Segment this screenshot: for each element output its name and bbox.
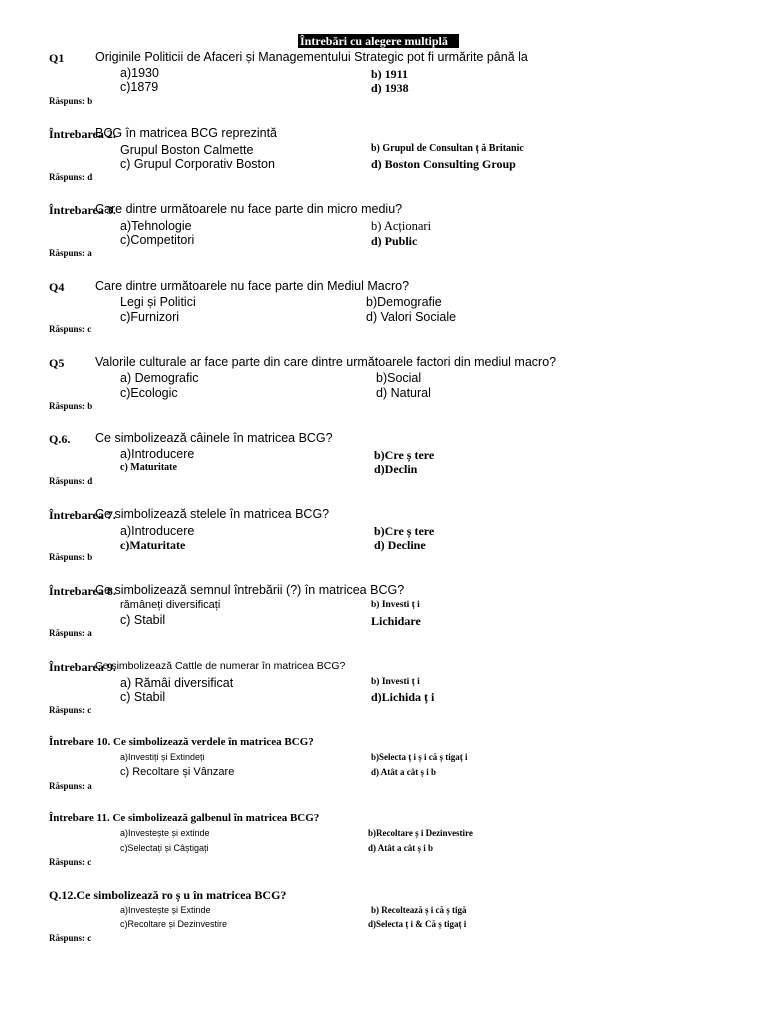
question-text: Ce simbolizează câinele în matricea BCG? (95, 431, 333, 445)
question-text: Ce simbolizează stelele în matricea BCG? (95, 507, 330, 521)
option-c: c)Maturitate (120, 538, 186, 552)
option-a: rămâneți diversificați (120, 599, 221, 611)
option-c: c) Stabil (120, 613, 166, 627)
option-c: c)1879 (120, 80, 159, 94)
option-a: a)Investiți și Extindeți (120, 752, 205, 762)
option-b: b) Investi ț i (371, 600, 420, 610)
question-label: Q.6. (49, 432, 71, 446)
option-b: b)Cre ș tere (374, 448, 435, 462)
question-label: Întrebarea 9. (49, 660, 116, 674)
answer: Răspuns: b (49, 552, 93, 562)
answer: Răspuns: a (49, 248, 92, 258)
option-c: c) Grupul Corporativ Boston (120, 157, 275, 171)
option-c: c) Stabil (120, 690, 166, 704)
answer: Răspuns: c (49, 857, 92, 867)
question-text: Care dintre următoarele nu face parte din Mediul Macro? (95, 279, 410, 293)
answer: Răspuns: a (49, 781, 92, 791)
option-a: a)1930 (120, 66, 159, 80)
option-a: Grupul Boston Calmette (120, 143, 254, 157)
option-c: c)Ecologic (120, 386, 178, 400)
option-d: d) Valori Sociale (366, 310, 457, 324)
option-d: d)Selecta ț i & Că ș tigaț i (368, 919, 467, 929)
question-label: Q.12.Ce simbolizează ro ș u în matricea BCG? (49, 888, 287, 902)
question-label: Întrebare 11. Ce simbolizează galbenul în matricea BCG? (49, 812, 320, 824)
option-b: b)Selecta ț i ș i că ș tigaț i (371, 752, 468, 762)
question-label: Q4 (49, 280, 65, 294)
option-a: a)Investește și extinde (120, 828, 210, 838)
option-d: d)Lichida ț i (371, 690, 435, 704)
option-d: d)Declin (374, 462, 418, 476)
option-d: d) Atât a cât ș i b (371, 767, 436, 777)
answer: Răspuns: b (49, 96, 93, 106)
question-text: BCG în matricea BCG reprezintă (95, 126, 278, 140)
option-a: a)Tehnologie (120, 219, 192, 233)
question-label: Întrebare 10. Ce simbolizează verdele în matricea BCG? (49, 736, 314, 748)
answer: Răspuns: c (49, 705, 92, 715)
option-c: c) Maturitate (120, 462, 177, 473)
option-d: Lichidare (371, 614, 421, 628)
option-b: b) Recoltează ș i că ș tigă (371, 905, 467, 915)
question-text: Originile Politicii de Afaceri și Managementului Strategic pot fi urmărite până la (95, 50, 528, 64)
option-a: a)Investește și Extinde (120, 905, 211, 915)
option-d: d) Boston Consulting Group (371, 157, 516, 171)
answer: Răspuns: c (49, 324, 92, 334)
option-d: d) Public (371, 234, 418, 248)
option-b: b)Recoltare ș i Dezinvestire (368, 828, 473, 838)
question-text: Care dintre următoarele nu face parte din micro mediu? (95, 202, 403, 216)
option-b: b)Social (376, 371, 422, 385)
option-b: b) Acționari (371, 219, 432, 233)
option-d: d) Atât a cât ș i b (368, 843, 433, 853)
option-c: c)Selectați și Câștigați (120, 843, 209, 853)
question-label: Întrebarea 2. (49, 127, 116, 141)
question-label: Întrebarea 8. (49, 584, 116, 598)
answer: Răspuns: d (49, 172, 93, 182)
option-c: c)Competitori (120, 233, 195, 247)
question-text: Valorile culturale ar face parte din care dintre următoarele factori din mediul macro? (95, 355, 557, 369)
option-b: b) Grupul de Consultan ț ă Britanic (371, 143, 524, 154)
option-a: a)Introducere (120, 447, 195, 461)
option-b: b)Cre ș tere (374, 524, 435, 538)
option-b: b) 1911 (371, 67, 409, 81)
answer: Răspuns: b (49, 401, 93, 411)
question-text: Ce simbolizează semnul întrebării (?) în matricea BCG? (95, 583, 405, 597)
page-title: Întrebări cu alegere multiplă (298, 34, 459, 48)
option-a: a) Demografic (120, 371, 199, 385)
option-a: Legi și Politici (120, 295, 196, 309)
option-d: d) 1938 (371, 81, 409, 95)
option-b: b)Demografie (366, 295, 442, 309)
answer: Răspuns: c (49, 933, 92, 943)
question-label: Întrebarea 7. (49, 508, 116, 522)
answer: Răspuns: a (49, 628, 92, 638)
question-label: Q1 (49, 51, 65, 65)
answer: Răspuns: d (49, 476, 93, 486)
option-d: d) Decline (374, 538, 426, 552)
option-d: d) Natural (376, 386, 431, 400)
option-c: c)Furnizori (120, 310, 180, 324)
question-label: Întrebarea 3. (49, 203, 116, 217)
option-b: b) Investi ț i (371, 677, 420, 687)
option-c: c)Recoltare și Dezinvestire (120, 919, 228, 929)
question-text: Ce simbolizează Cattle de numerar în matricea BCG? (95, 660, 346, 672)
option-a: a)Introducere (120, 524, 195, 538)
question-label: Q5 (49, 356, 65, 370)
option-a: a) Rămâi diversificat (120, 676, 234, 690)
option-c: c) Recoltare și Vânzare (120, 766, 235, 778)
